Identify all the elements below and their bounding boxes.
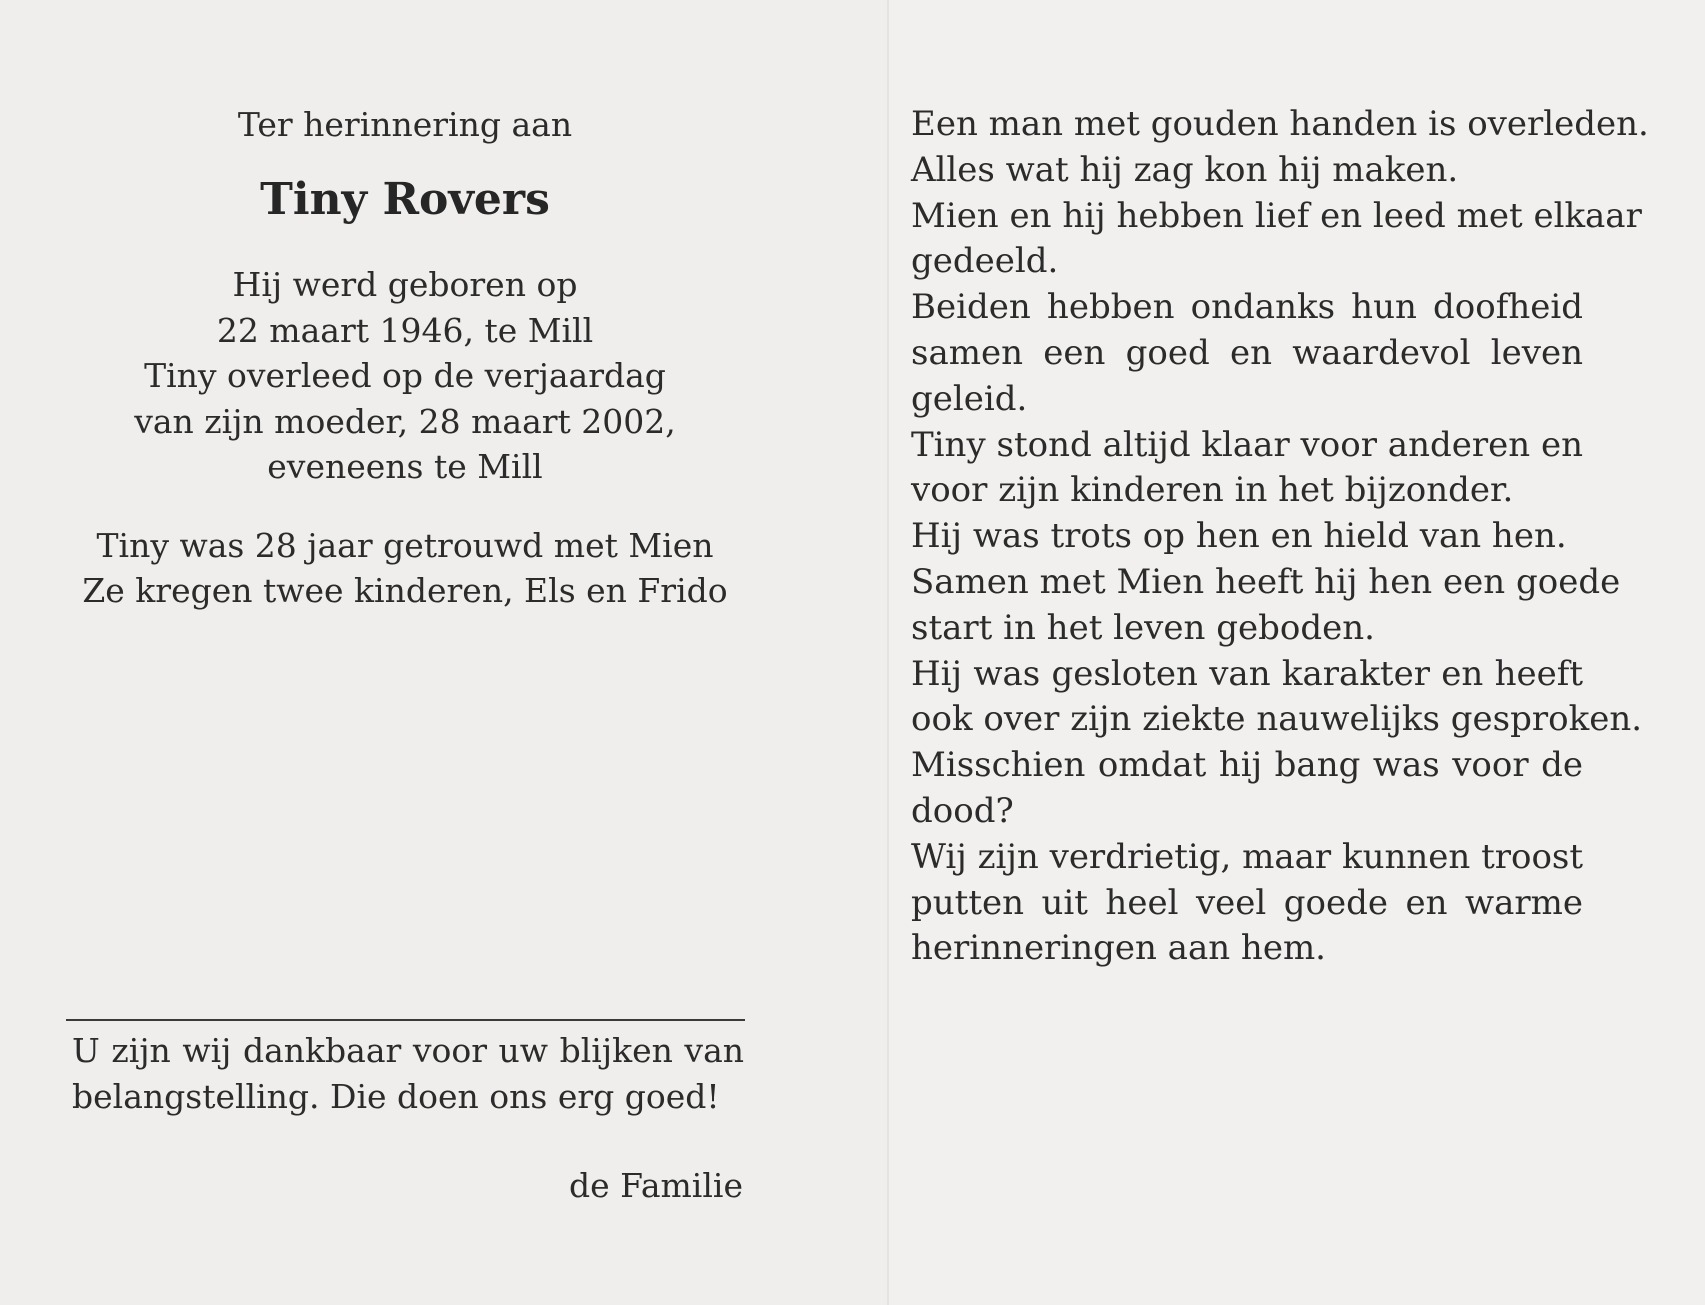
marriage-line: Tiny was 28 jaar getrouwd met Mien [96,525,714,565]
birth-death-block [60,262,750,490]
tribute-line: ook over zijn ziekte nauwelijks gesproken. [911,699,1643,740]
birth-death-line: eveneens te Mill [267,447,543,486]
marriage-block [60,523,750,614]
tribute-line: putten uit heel veel goede en warme [911,882,1583,923]
thanks-line: U zijn wij dankbaar voor uw blijken van [72,1031,744,1070]
birth-death-line: Tiny overleed op de verjaardag [144,356,666,395]
birth-death-line: van zijn moeder, 28 maart 2002, [134,401,676,441]
tribute-line: Hij was trots op hen en hield van hen. [911,516,1567,557]
tribute-line: Misschien omdat hij bang was voor de [911,745,1583,786]
tribute-line: start in het leven geboden. [911,607,1375,648]
signature: de Familie [569,1166,743,1205]
tribute-line: herinneringen aan hem. [911,928,1326,969]
tribute-line: Hij was gesloten van karakter en heeft [911,653,1583,694]
marriage-line: Ze kregen twee kinderen, Els en Frido [82,571,728,610]
tribute-line: Samen met Mien heeft hij hen een goede [911,561,1621,602]
tribute-line: Beiden hebben ondanks hun doofheid [911,287,1583,328]
tribute-line: dood? [911,790,1014,831]
tribute-line: gedeeld. [911,241,1059,282]
tribute-text-block [911,102,1649,972]
tribute-line: Alles wat hij zag kon hij maken. [911,149,1459,190]
thanks-line: belangstelling. Die doen ons erg goed! [72,1076,720,1116]
divider-rule [66,1019,745,1021]
deceased-name: Tiny Rovers [260,174,550,225]
tribute-line: Tiny stond altijd klaar voor anderen en [911,424,1583,465]
birth-death-line: 22 maart 1946, te Mill [216,310,594,350]
tribute-line: voor zijn kinderen in het bijzonder. [911,470,1514,511]
intro-text: Ter herinnering aan [237,105,573,144]
tribute-line: Een man met gouden handen is overleden. [911,104,1649,144]
birth-death-line: Hij werd geboren op [232,265,578,304]
tribute-line: Wij zijn verdrietig, maar kunnen troost [911,836,1584,877]
thanks-block [72,1028,744,1119]
fold-line [887,0,889,1305]
tribute-line: samen een goed en waardevol leven [911,332,1583,373]
tribute-line: geleid. [911,378,1028,419]
left-text-block [60,102,750,614]
tribute-line: Mien en hij hebben lief en leed met elkaar [911,195,1642,236]
